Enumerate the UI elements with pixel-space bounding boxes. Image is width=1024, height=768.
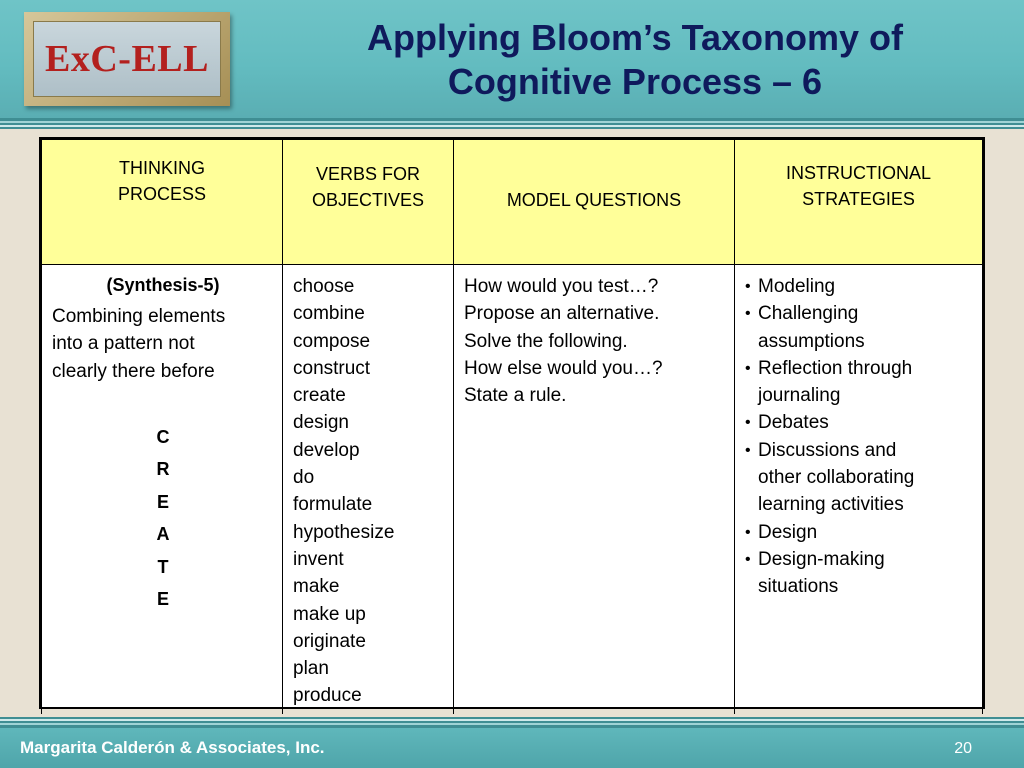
model-questions-cell (454, 265, 735, 738)
header-text: OBJECTIVES (311, 190, 425, 210)
verb-item: make up (293, 603, 366, 625)
bullet-icon: • (745, 414, 751, 432)
strategy-text: journaling (758, 385, 841, 407)
header-text: THINKING (118, 158, 205, 178)
question-item: State a rule. (464, 385, 567, 407)
verb-item: produce (293, 685, 362, 707)
description-line: clearly there before (52, 360, 215, 382)
bullet-icon: • (745, 523, 751, 541)
strategy-item (745, 519, 978, 546)
footer-divider (0, 714, 1024, 728)
bullet-icon: • (745, 278, 751, 295)
header-band (0, 0, 1024, 118)
strategy-text: Design (758, 521, 818, 543)
verbs-cell (283, 265, 454, 738)
page-number: 20 (954, 740, 972, 757)
bullet-icon: • (745, 550, 751, 568)
bullet-icon: • (745, 441, 751, 459)
verb-item: create (293, 385, 346, 407)
bullet-icon: • (745, 359, 751, 377)
logo: ExC-ELL (45, 38, 209, 80)
strategies-cell (735, 265, 983, 738)
strategy-text: Reflection through (758, 357, 913, 379)
header-strategies (735, 140, 983, 265)
verb-item: invent (293, 548, 344, 570)
question-item: How would you test…? (464, 276, 659, 297)
verb-item: compose (293, 330, 371, 352)
strategy-item (745, 273, 978, 300)
strategy-text: Design-making (758, 548, 885, 570)
bullet-icon: • (745, 305, 751, 323)
header-text: STRATEGIES (802, 189, 915, 209)
description-line: Combining elements (52, 306, 226, 327)
strategy-item (745, 409, 978, 436)
header-thinking-process (42, 140, 283, 265)
strategy-text: Debates (758, 412, 829, 434)
table-header-row (42, 140, 983, 265)
strategy-item (745, 546, 978, 601)
strategy-text: other collaborating (758, 467, 915, 489)
slide-title (270, 16, 1000, 104)
acrostic-letter: A (156, 524, 170, 545)
verb-item: combine (293, 303, 365, 325)
strategy-item (745, 300, 978, 355)
strategy-text: learning activities (758, 494, 904, 516)
verb-item: plan (293, 658, 329, 680)
title-line-1: Applying Bloom’s Taxonomy of (366, 17, 903, 58)
verb-item: do (293, 467, 315, 489)
header-verbs (283, 140, 454, 265)
process-description (52, 303, 274, 385)
question-item: Solve the following. (464, 330, 628, 352)
acrostic-letter: E (156, 491, 169, 512)
verb-item: hypothesize (293, 521, 395, 543)
process-name: (Synthesis-5) (106, 275, 220, 295)
acrostic-letter: T (157, 556, 169, 577)
description-line: into a pattern not (52, 333, 195, 355)
footer-credit: Margarita Calderón & Associates, Inc. (20, 738, 325, 757)
header-divider (0, 118, 1024, 132)
thinking-process-cell (42, 265, 283, 738)
verb-item: formulate (293, 494, 373, 516)
logo-frame (24, 12, 230, 106)
question-item: Propose an alternative. (464, 303, 660, 325)
header-model-questions (454, 140, 735, 265)
verb-item: develop (293, 439, 360, 461)
verb-item: design (293, 412, 349, 434)
strategy-item (745, 437, 978, 519)
question-item: How else would you…? (464, 357, 663, 379)
header-text: VERBS FOR (315, 164, 421, 184)
acrostic-letter: R (156, 459, 170, 480)
header-text: INSTRUCTIONAL (785, 163, 931, 183)
header-text: MODEL QUESTIONS (506, 190, 682, 210)
strategy-text: Challenging (758, 303, 859, 325)
title-line-2: Cognitive Process – 6 (447, 61, 823, 102)
strategy-text: Modeling (758, 276, 836, 297)
verb-item: make (293, 576, 340, 598)
acrostic-letter: E (156, 589, 169, 610)
logo-plate (33, 21, 221, 97)
strategy-text: Discussions and (758, 439, 897, 461)
strategy-text: assumptions (758, 330, 865, 352)
header-text: PROCESS (117, 184, 207, 204)
strategy-text: situations (758, 576, 839, 598)
footer-band (0, 728, 1024, 768)
strategy-item (745, 355, 978, 410)
create-acrostic (52, 421, 274, 616)
verb-item: originate (293, 630, 366, 652)
verb-item: construct (293, 357, 371, 379)
table-row (42, 265, 983, 738)
verb-item: choose (293, 276, 355, 297)
acrostic-letter: C (156, 426, 170, 447)
taxonomy-table (39, 137, 985, 709)
